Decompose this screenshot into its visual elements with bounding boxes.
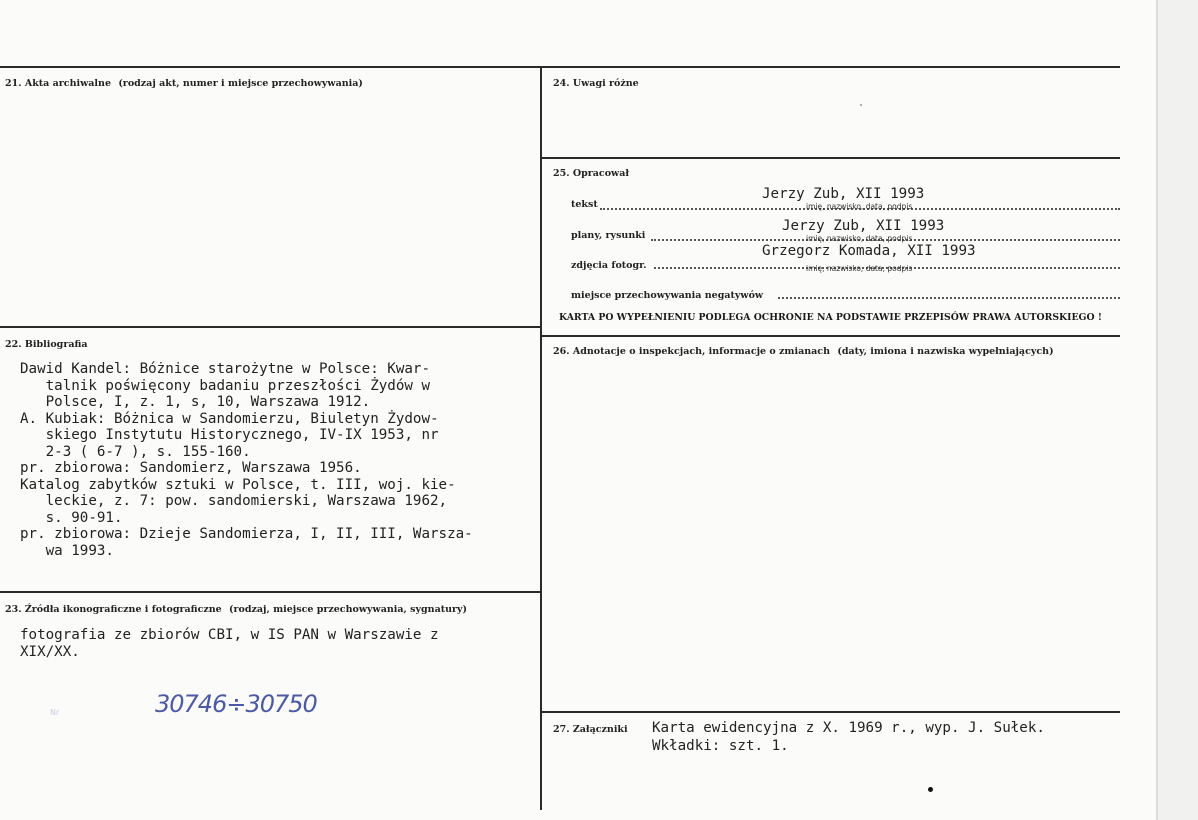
bibliography-line: leckie, z. 7: pow. sandomierski, Warszawa 1962,: [20, 493, 448, 509]
center-divider: [540, 66, 542, 810]
tekst-caption: imię, nazwisko, data, podpis: [806, 202, 913, 211]
bibliography-line: pr. zbiorowa: Sandomierz, Warszawa 1956.: [20, 460, 362, 476]
section-25-title: 25. Opracował: [553, 168, 630, 179]
rule-25-26: [540, 335, 1120, 337]
bibliography-line: A. Kubiak: Bóżnica w Sandomierzu, Biuletyn Żydow-: [20, 410, 439, 427]
section-27-title: 27. Załączniki: [553, 724, 628, 735]
rule-22-23: [0, 591, 540, 593]
section-22-title: 22. Bibliografia: [5, 339, 88, 350]
plany-label: plany, rysunki: [571, 230, 646, 241]
section-26-title: [553, 346, 1054, 357]
bibliography-line: pr. zbiorowa: Dzieje Sandomierza, I, II, III, Warsza-: [20, 526, 473, 542]
bibliography-line: skiego Instytutu Historycznego, IV-IX 1953, nr: [20, 427, 439, 443]
speck: [860, 104, 862, 106]
zdjecia-label: zdjęcia fotogr.: [571, 260, 647, 271]
section-26-hint: (daty, imiona i nazwiska wypełniających): [837, 346, 1054, 357]
bibliography-line: wa 1993.: [20, 542, 114, 559]
bibliography-line: s. 90-91.: [20, 509, 123, 526]
top-rule: [0, 66, 1120, 68]
section-26-label: 26. Adnotacje o inspekcjach, informacje o zmianach: [553, 346, 831, 357]
section-23-hint: (rodzaj, miejsce przechowywania, sygnatury): [229, 604, 468, 615]
bibliography-line: Polsce, I, z. 1, s, 10, Warszawa 1912.: [20, 394, 371, 410]
attachments-line: Wkładki: szt. 1.: [652, 738, 789, 754]
rule-24-25: [540, 157, 1120, 159]
tekst-label: tekst: [571, 199, 598, 210]
negatywy-label: miejsce przechowywania negatywów: [571, 290, 764, 301]
section-21-hint: (rodzaj akt, numer i miejsce przechowywania): [118, 78, 363, 89]
bibliography-line: Katalog zabytków sztuki w Polsce, t. III, woj. kie-: [20, 476, 456, 493]
faint-stamp: Nr: [50, 708, 60, 717]
handwritten-signature-numbers: 30746÷30750: [155, 690, 317, 718]
copyright-notice: KARTA PO WYPEŁNIENIU PODLEGA OCHRONIE NA PODSTAWIE PRZEPISÓW PRAWA AUTORSKIEGO !: [559, 312, 1102, 323]
tekst-value: Jerzy Zub, XII 1993: [762, 186, 925, 202]
bibliography-line: 2-3 ( 6-7 ), s. 155-160.: [20, 443, 251, 460]
ink-dot: [928, 787, 933, 792]
negatywy-dotted-line: [778, 297, 1120, 299]
zdjecia-caption: imię, nazwisko, data, podpis: [806, 264, 913, 273]
plany-value: Jerzy Zub, XII 1993: [782, 218, 945, 234]
plany-caption: imię, nazwisko, data, podpis: [806, 234, 913, 243]
rule-21-22: [0, 326, 540, 328]
section-23-label: 23. Źródła ikonograficzne i fotograficzne: [5, 604, 222, 615]
section-21-label: 21. Akta archiwalne: [5, 78, 111, 89]
section-24-title: 24. Uwagi różne: [553, 78, 639, 89]
rule-26-27: [540, 711, 1120, 713]
zdjecia-value: Grzegorz Komada, XII 1993: [762, 243, 976, 259]
iconography-line: XIX/XX.: [20, 643, 80, 660]
bibliography-line: Dawid Kandel: Bóżnice starożytne w Polsce: Kwar-: [20, 361, 430, 377]
bibliography-line: talnik poświęcony badaniu przeszłości Żydów w: [20, 377, 430, 394]
iconography-line: fotografia ze zbiorów CBI, w IS PAN w Warszawie z: [20, 627, 439, 643]
section-23-title: [5, 604, 467, 615]
attachments-line: Karta ewidencyjna z X. 1969 r., wyp. J. Sułek.: [652, 720, 1045, 736]
card-edge: [1156, 0, 1198, 820]
section-21-title: [5, 78, 363, 89]
